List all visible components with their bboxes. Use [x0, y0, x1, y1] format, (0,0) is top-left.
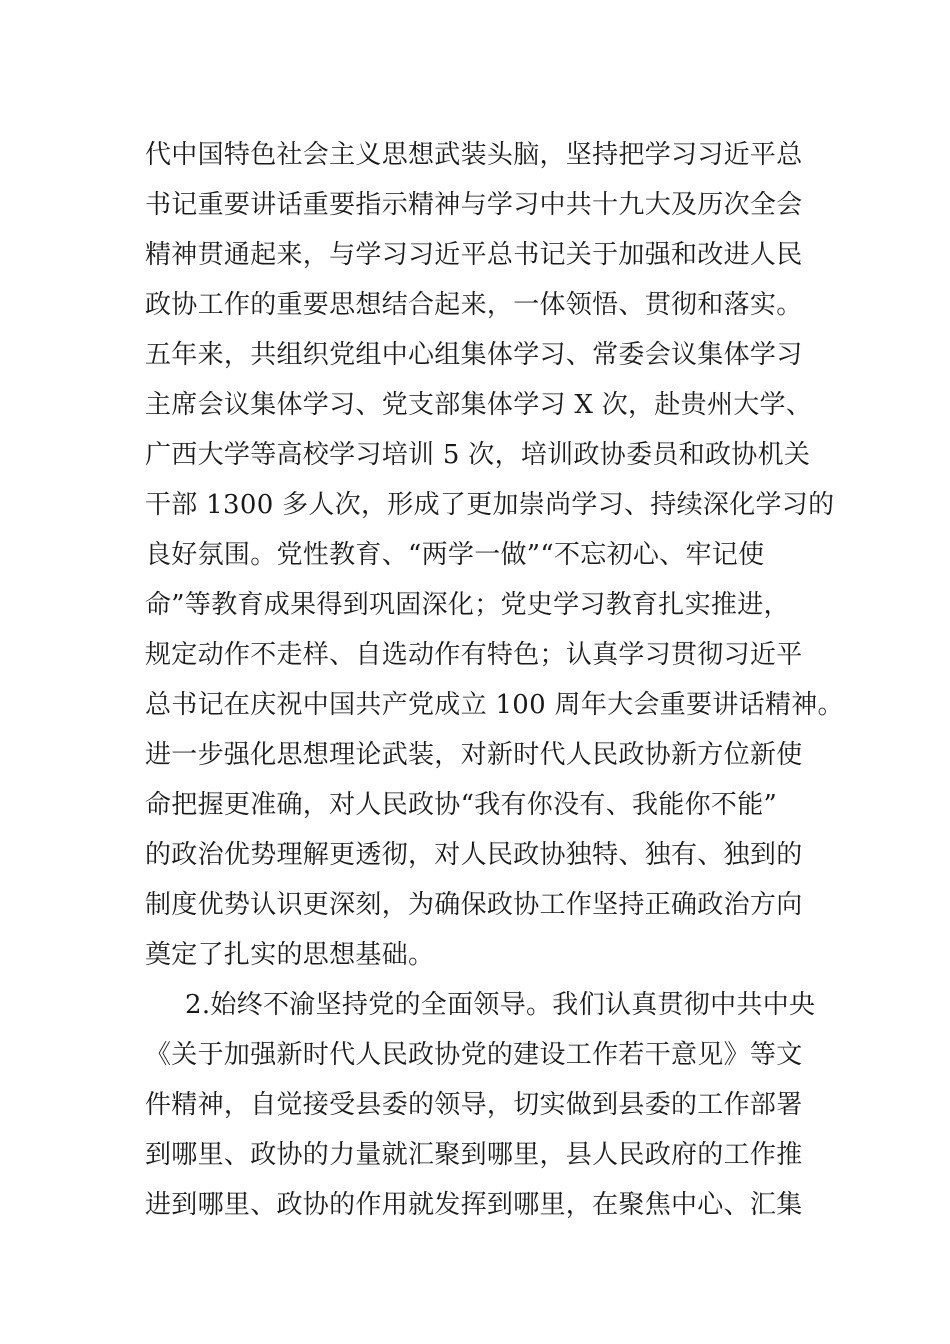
text-line: 干部 1300 多人次，形成了更加崇尚学习、持续深化学习的 [145, 490, 835, 520]
text-line: 制度优势认识更深刻，为确保政协工作坚持正确政治方向 [145, 890, 803, 920]
text-line: 进一步强化思想理论武装，对新时代人民政协新方位新使 [145, 740, 803, 770]
text-line: 代中国特色社会主义思想武装头脑，坚持把学习习近平总 [145, 140, 803, 170]
text-line: 进到哪里、政协的作用就发挥到哪里，在聚焦中心、汇集 [145, 1190, 803, 1220]
text-line: 书记重要讲话重要指示精神与学习中共十九大及历次全会 [145, 190, 803, 220]
document-body [145, 130, 844, 1230]
text-line: 的政治优势理解更透彻，对人民政协独特、独有、独到的 [145, 840, 803, 870]
paragraph-heading: 2.始终不渝坚持党的全面领导。我们认真贯彻中共中央 [185, 990, 816, 1020]
text-line: 总书记在庆祝中国共产党成立 100 周年大会重要讲话精神。 [145, 690, 844, 720]
text-line: 件精神，自觉接受县委的领导，切实做到县委的工作部署 [145, 1090, 803, 1120]
text-line: 精神贯通起来，与学习习近平总书记关于加强和改进人民 [145, 240, 803, 270]
text-line: 规定动作不走样、自选动作有特色；认真学习贯彻习近平 [145, 640, 803, 670]
text-line: 政协工作的重要思想结合起来，一体领悟、贯彻和落实。 [145, 290, 803, 320]
text-line: 奠定了扎实的思想基础。 [145, 940, 435, 970]
text-line: 广西大学等高校学习培训 5 次，培训政协委员和政协机关 [145, 440, 811, 470]
text-line: 命把握更准确，对人民政协“我有你没有、我能你不能” [145, 790, 778, 820]
text-line: 主席会议集体学习、党支部集体学习 X 次，赴贵州大学、 [145, 390, 813, 420]
text-line: 良好氛围。党性教育、“两学一做”“不忘初心、牢记使 [145, 540, 765, 570]
text-line: 五年来，共组织党组中心组集体学习、常委会议集体学习 [145, 340, 803, 370]
text-line: 命”等教育成果得到巩固深化；党史学习教育扎实推进， [145, 590, 790, 620]
text-line: 《关于加强新时代人民政协党的建设工作若干意见》等文 [145, 1040, 803, 1070]
text-line: 到哪里、政协的力量就汇聚到哪里，县人民政府的工作推 [145, 1140, 803, 1170]
